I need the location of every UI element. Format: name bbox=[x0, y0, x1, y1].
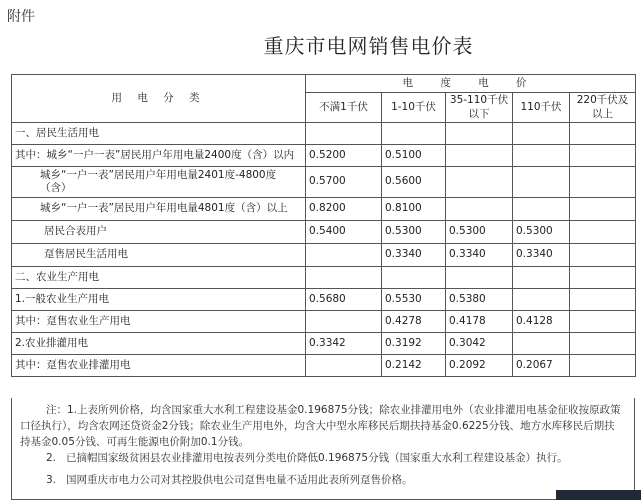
price-cell: 0.5300 bbox=[446, 221, 513, 244]
note-3 bbox=[46, 472, 413, 487]
row-label: 其中：趸售农业排灌用电 bbox=[12, 355, 306, 377]
price-cell bbox=[570, 221, 636, 244]
price-cell: 0.3340 bbox=[446, 244, 513, 267]
table-row bbox=[12, 167, 636, 198]
table-row bbox=[12, 267, 636, 289]
price-cell: 0.5300 bbox=[513, 221, 570, 244]
row-label: 2.农业排灌用电 bbox=[12, 333, 306, 355]
price-cell bbox=[513, 267, 570, 289]
price-cell: 0.8200 bbox=[306, 198, 382, 221]
price-cell bbox=[513, 289, 570, 311]
price-cell: 0.5530 bbox=[382, 289, 446, 311]
note-3-text: 国网重庆市电力公司对其控股供电公司趸售电量不适用此表所列趸售价格。 bbox=[66, 474, 413, 486]
row-label: 其中：城乡“一户一表”居民用户年用电量2400度（含）以内 bbox=[12, 145, 306, 167]
price-cell bbox=[570, 311, 636, 333]
note-2-number: 2. bbox=[46, 452, 57, 464]
price-cell bbox=[446, 145, 513, 167]
table-row bbox=[12, 198, 636, 221]
price-cell: 0.5200 bbox=[306, 145, 382, 167]
price-cell bbox=[446, 123, 513, 145]
price-cell bbox=[446, 198, 513, 221]
price-header: 电 度 电 价 bbox=[306, 75, 636, 93]
table-row bbox=[12, 355, 636, 377]
price-cell: 0.3340 bbox=[513, 244, 570, 267]
page-title: 重庆市电网销售电价表 bbox=[263, 34, 474, 58]
note-3-number: 3. bbox=[46, 474, 57, 486]
column-header: 1-10千伏 bbox=[382, 93, 446, 123]
price-cell bbox=[382, 267, 446, 289]
corner-bar bbox=[556, 490, 641, 500]
table-row bbox=[12, 145, 636, 167]
table-row bbox=[12, 289, 636, 311]
notes-section bbox=[11, 398, 635, 500]
table-row bbox=[12, 123, 636, 145]
price-cell: 0.5400 bbox=[306, 221, 382, 244]
price-cell: 0.3042 bbox=[446, 333, 513, 355]
price-cell bbox=[446, 267, 513, 289]
price-cell bbox=[513, 145, 570, 167]
price-cell: 0.8100 bbox=[382, 198, 446, 221]
price-cell bbox=[513, 333, 570, 355]
note-1: 注：1.上表所列价格，均含国家重大水利工程建设基金0.196875分钱；除农业排灌用电外（农业排灌用电基金征收按原政策口径执行），均含农网还贷资金2分钱；除农业生产用电外，均含大中型水库移民后期扶持基金0.6225分钱、地方水库移民后期扶持基金0.05分钱、可再生能源电价附加0.1分钱。 bbox=[20, 404, 621, 448]
price-cell: 0.2092 bbox=[446, 355, 513, 377]
price-cell: 0.3342 bbox=[306, 333, 382, 355]
row-label: 1.一般农业生产用电 bbox=[12, 289, 306, 311]
column-header: 110千伏 bbox=[513, 93, 570, 123]
row-label: 二、农业生产用电 bbox=[12, 267, 306, 289]
price-cell bbox=[446, 167, 513, 198]
row-label: 其中：趸售农业生产用电 bbox=[12, 311, 306, 333]
price-cell: 0.5680 bbox=[306, 289, 382, 311]
price-cell bbox=[306, 244, 382, 267]
table-row bbox=[12, 333, 636, 355]
price-cell bbox=[513, 198, 570, 221]
row-label: 城乡“一户一表”居民用户年用电量4801度（含）以上 bbox=[12, 198, 306, 221]
price-cell bbox=[570, 355, 636, 377]
price-cell bbox=[570, 289, 636, 311]
row-label: 居民合表用户 bbox=[12, 221, 306, 244]
price-cell bbox=[513, 123, 570, 145]
price-cell: 0.5600 bbox=[382, 167, 446, 198]
price-cell bbox=[570, 244, 636, 267]
row-label: 城乡“一户一表”居民用户年用电量2401度-4800度（含） bbox=[12, 167, 306, 198]
price-cell: 0.3340 bbox=[382, 244, 446, 267]
attachment-label: 附件 bbox=[7, 9, 35, 25]
column-header: 220千伏及以上 bbox=[570, 93, 636, 123]
price-cell bbox=[306, 123, 382, 145]
table-row bbox=[12, 244, 636, 267]
price-cell: 0.5380 bbox=[446, 289, 513, 311]
price-cell bbox=[513, 167, 570, 198]
price-cell: 0.3192 bbox=[382, 333, 446, 355]
price-cell bbox=[570, 333, 636, 355]
price-cell bbox=[306, 355, 382, 377]
price-cell: 0.5100 bbox=[382, 145, 446, 167]
category-header: 用 电 分 类 bbox=[12, 75, 306, 123]
column-header: 35-110千伏以下 bbox=[446, 93, 513, 123]
note-2 bbox=[46, 450, 568, 465]
price-cell bbox=[570, 167, 636, 198]
price-cell: 0.4128 bbox=[513, 311, 570, 333]
price-cell: 0.2067 bbox=[513, 355, 570, 377]
price-cell: 0.5700 bbox=[306, 167, 382, 198]
price-cell bbox=[306, 267, 382, 289]
price-cell: 0.5300 bbox=[382, 221, 446, 244]
price-cell bbox=[570, 198, 636, 221]
price-cell: 0.4278 bbox=[382, 311, 446, 333]
table-row bbox=[12, 221, 636, 244]
row-label: 趸售居民生活用电 bbox=[12, 244, 306, 267]
column-header: 不满1千伏 bbox=[306, 93, 382, 123]
price-cell bbox=[570, 123, 636, 145]
price-cell: 0.4178 bbox=[446, 311, 513, 333]
price-cell bbox=[306, 311, 382, 333]
price-table bbox=[11, 74, 636, 377]
price-cell bbox=[570, 267, 636, 289]
price-cell bbox=[570, 145, 636, 167]
price-cell bbox=[382, 123, 446, 145]
price-cell: 0.2142 bbox=[382, 355, 446, 377]
row-label: 一、居民生活用电 bbox=[12, 123, 306, 145]
note-2-text: 已摘帽国家级贫困县农业排灌用电按表列分类电价降低0.196875分钱（国家重大水利工程建设基金）执行。 bbox=[66, 452, 568, 464]
table-row bbox=[12, 311, 636, 333]
